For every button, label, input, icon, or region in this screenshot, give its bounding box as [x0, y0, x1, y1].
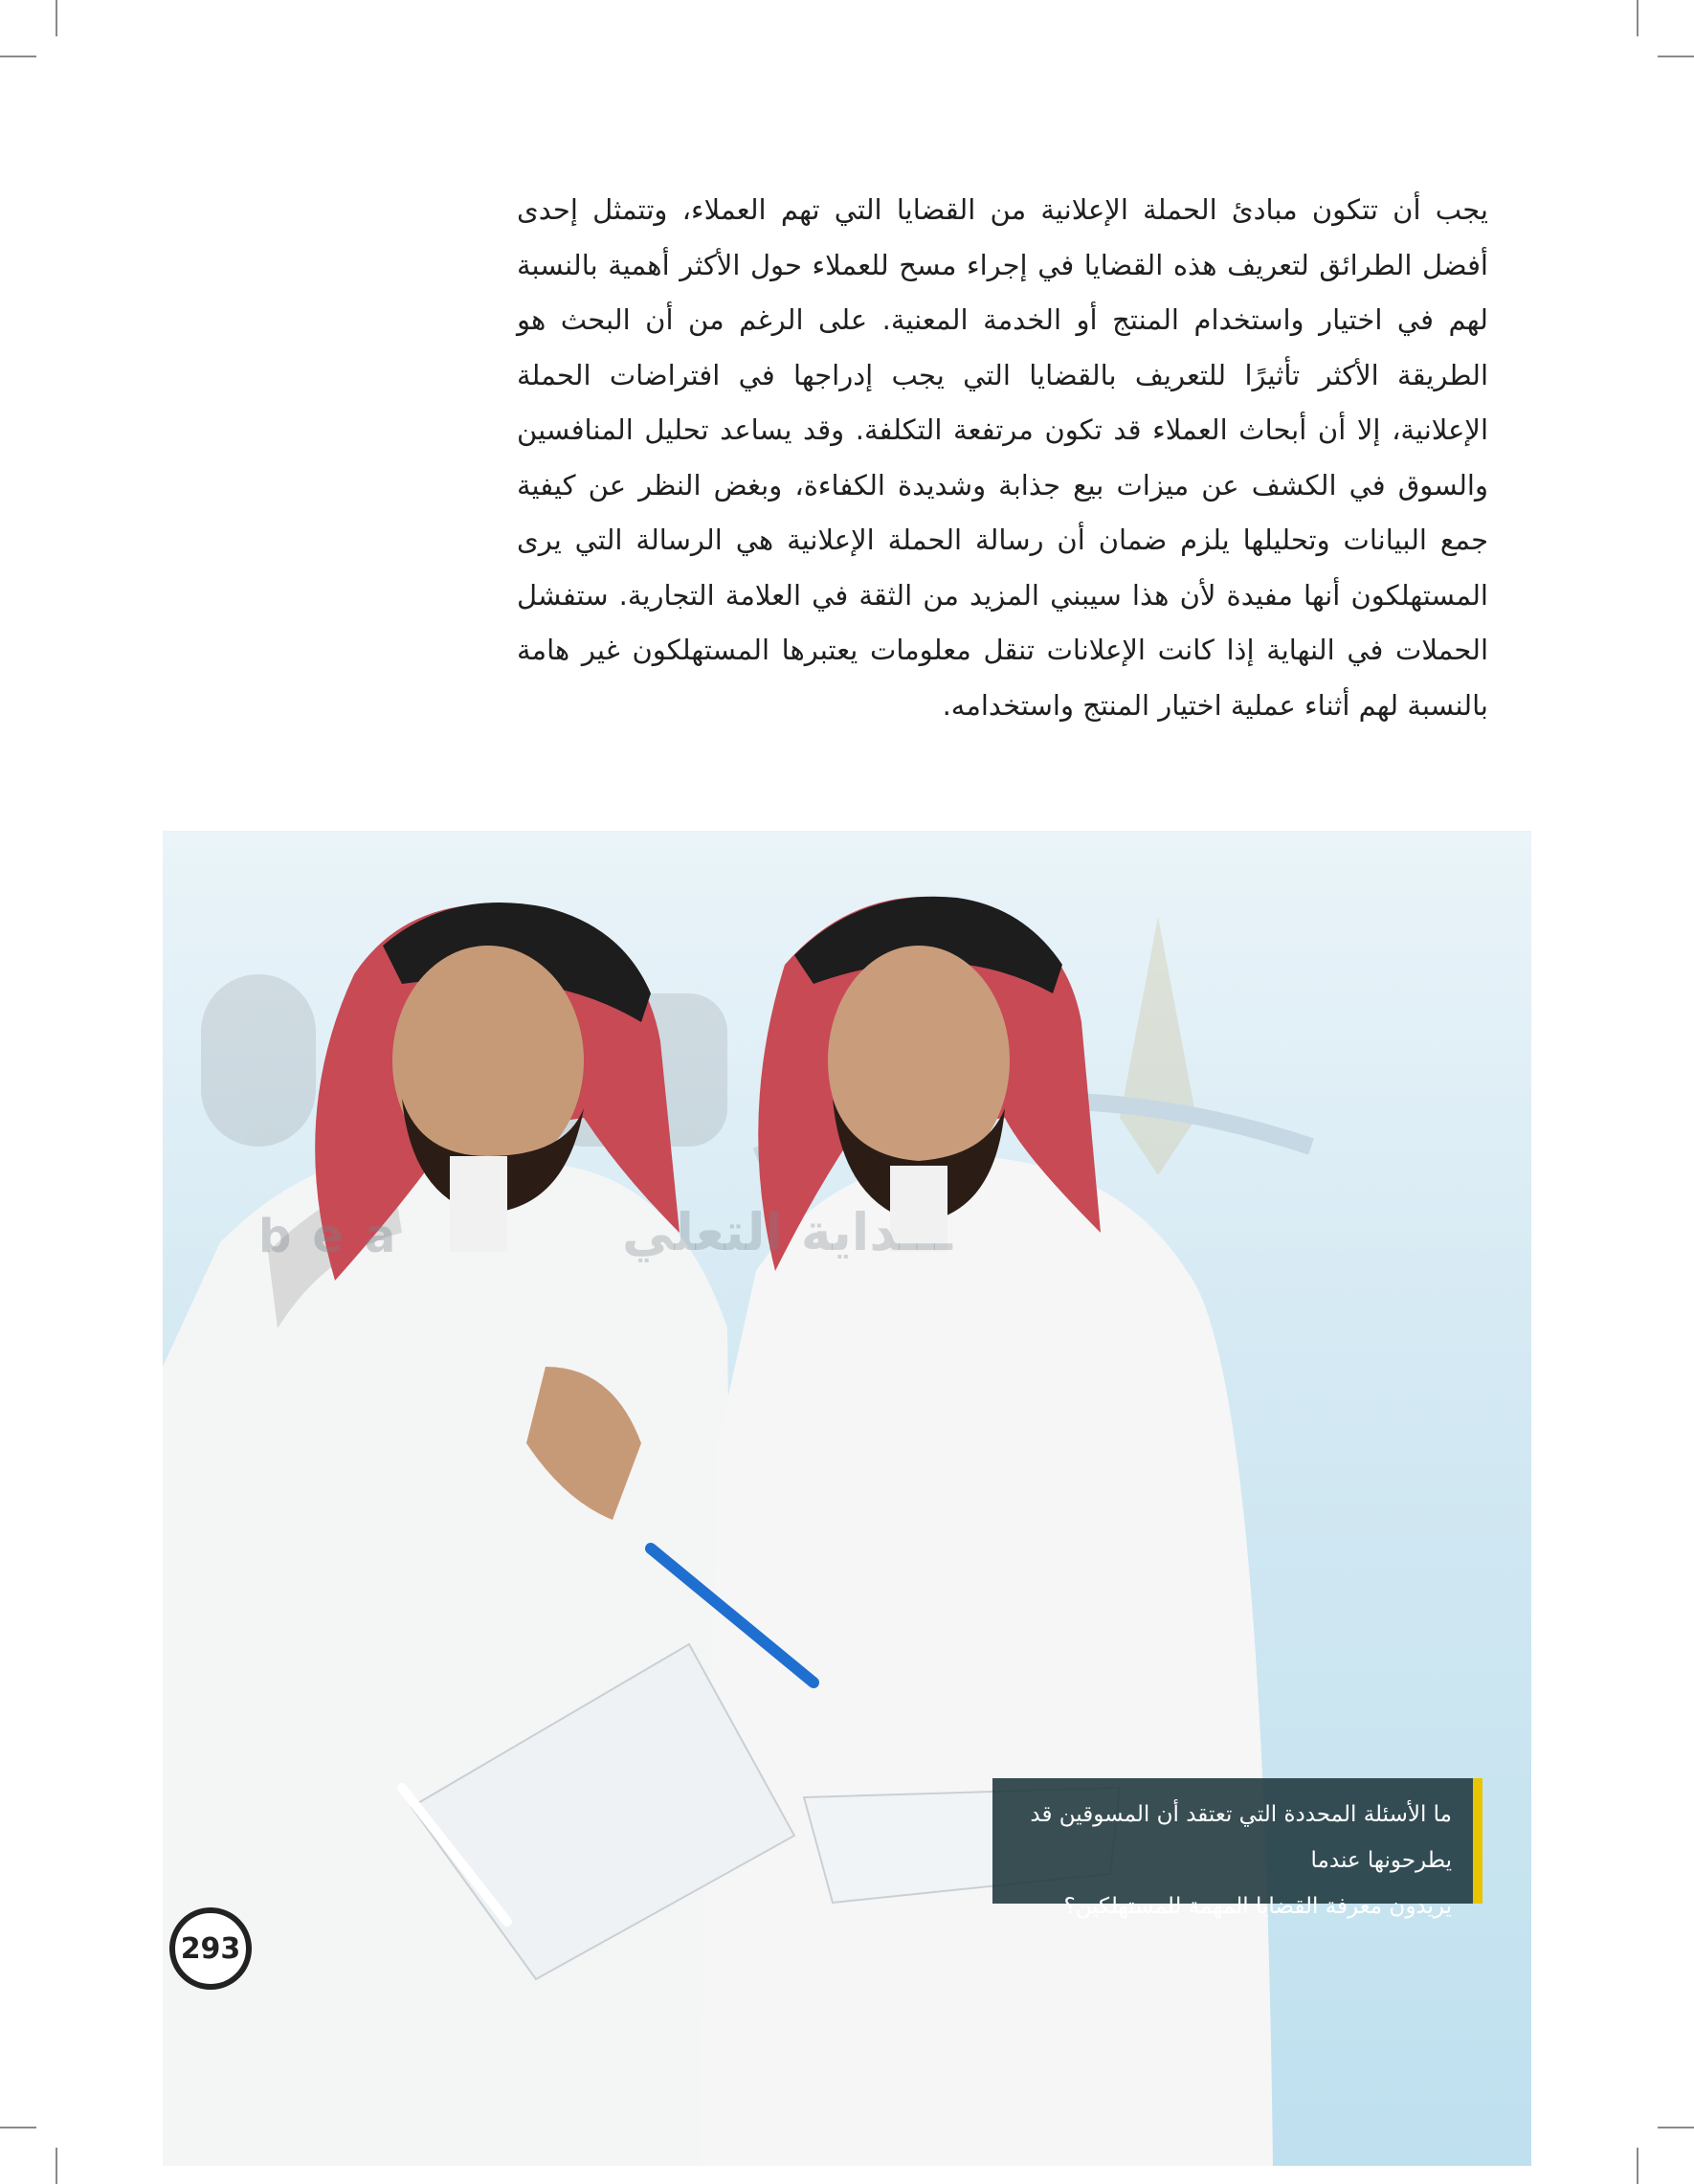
crop-mark-top-right-h — [1658, 56, 1694, 57]
crop-mark-bottom-left-h — [0, 2127, 36, 2128]
caption-line-1: ما الأسئلة المحددة التي تعتقد أن المسوقين قد يطرحونها عندما — [1030, 1802, 1452, 1873]
page-number-text: 293 — [180, 1931, 241, 1966]
page-number-badge — [169, 1907, 252, 1990]
two-men-reading-document-photo — [163, 831, 1531, 2166]
caption-line-2: يريدون معرفة القضايا المهمة للمستهلكين؟ — [1063, 1894, 1452, 1919]
crop-mark-bottom-right-h — [1658, 2127, 1694, 2128]
crop-mark-bottom-right-v — [1637, 2148, 1638, 2184]
photo-illustration — [163, 831, 1531, 2166]
crop-mark-top-right-v — [1637, 0, 1638, 36]
watermark-arabic-text: ـــداية التعلي — [622, 1202, 952, 1262]
crop-mark-top-left-h — [0, 56, 36, 57]
watermark-latin-text: bea — [258, 1210, 417, 1263]
photo-caption — [992, 1778, 1482, 1919]
crop-mark-bottom-left-v — [56, 2148, 57, 2184]
crop-mark-top-left-v — [56, 0, 57, 36]
body-paragraph: يجب أن تتكون مبادئ الحملة الإعلانية من القضايا التي تهم العملاء، وتتمثل إحدى أفضل الطرائق لتعريف هذه القضايا في إجراء مسح للعملاء حول الأكثر أهمية بالنسبة لهم في اختيار واستخدام المنتج أو الخدمة المعنية. على الرغم من أن البحث هو الطريقة الأكثر تأثيرًا للتعريف بالقضايا التي يجب إدراجها في افتراضات الحملة الإعلانية، إلا أن أبحاث العملاء قد تكون مرتفعة التكلفة. وقد يساعد تحليل المنافسين والسوق في الكشف عن ميزات بيع جذابة وشديدة الكفاءة، وبغض النظر عن كيفية جمع البيانات وتحليلها يلزم ضمان أن رسالة الحملة الإعلانية هي الرسالة التي يرى المستهلكون أنها مفيدة لأن هذا سيبني المزيد من الثقة في العلامة التجارية. ستفشل الحملات في النهاية إذا كانت الإعلانات تنقل معلومات يعتبرها المستهلكون غير هامة بالنسبة لهم أثناء عملية اختيار المنتج واستخدامه. — [517, 193, 1488, 722]
